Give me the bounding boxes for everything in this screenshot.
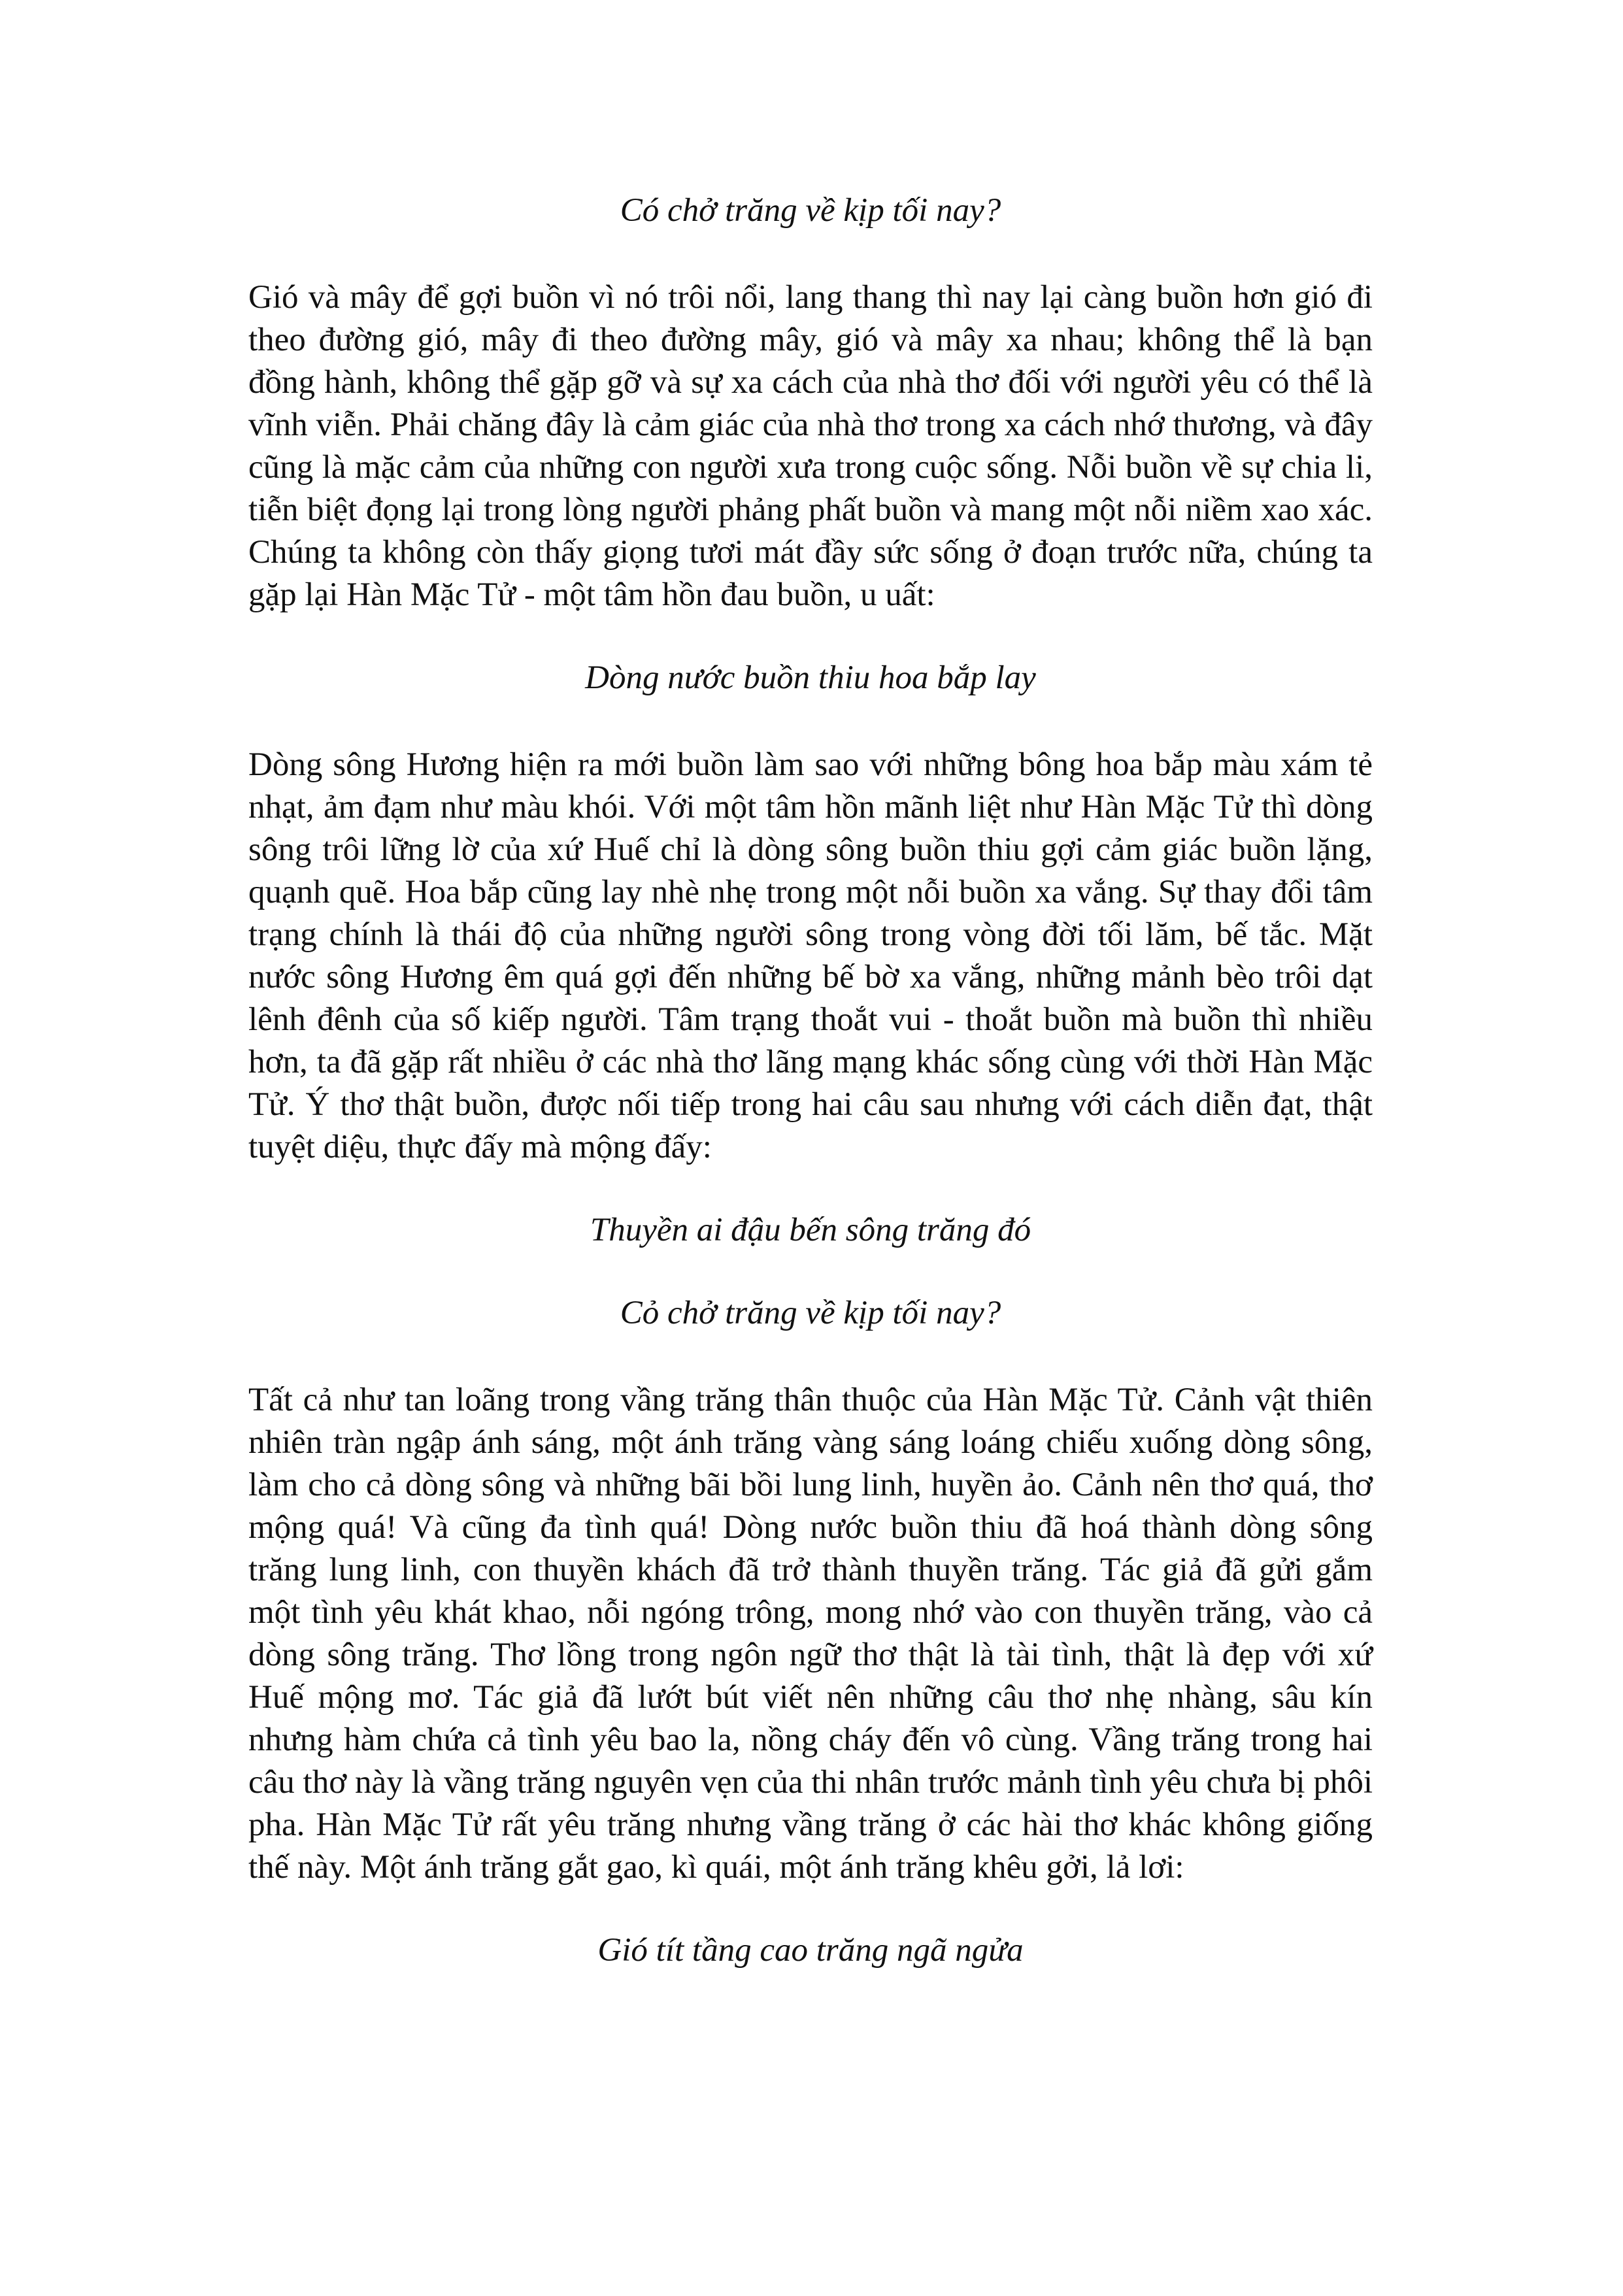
verse-line: Thuyền ai đậu bến sông trăng đó bbox=[590, 1212, 1031, 1248]
verse-line: Cỏ chở trăng về kịp tối nay? bbox=[620, 1295, 1001, 1331]
paragraph: Gió và mây để gợi buồn vì nó trôi nổi, lang thang thì nay lại càng buồn hơn gió đi theo đường gió, mây đi theo đường mây, gió và mây xa nhau; không thể là bạn đồng hành, không thể gặp gỡ và sự xa cách của nhà thơ đối với người yêu có thể là vĩnh viễn. Phải chăng đây là cảm giác của nhà thơ trong xa cách nhớ thương, và đây cũng là mặc cảm của những con người xưa trong cuộc sống. Nỗi buồn về sự chia li, tiễn biệt đọng lại trong lòng người phảng phất buồn và mang một nỗi niềm xao xác. Chúng ta không còn thấy giọng tươi mát đầy sức sống ở đoạn trước nữa, chúng ta gặp lại Hàn Mặc Tử - một tâm hồn đau buồn, u uất: bbox=[248, 279, 1373, 613]
paragraph: Dòng sông Hương hiện ra mới buồn làm sao với những bông hoa bắp màu xám tẻ nhạt, ảm đạm như màu khói. Với một tâm hồn mãnh liệt như Hàn Mặc Tử thì dòng sông trôi lững lờ của xứ Huế chỉ là dòng sông buồn thiu gợi cảm giác buồn lặng, quạnh quẽ. Hoa bắp cũng lay nhè nhẹ trong một nỗi buồn xa vắng. Sự thay đổi tâm trạng chính là thái độ của những người sông trong vòng đời tối lăm, bế tắc. Mặt nước sông Hương êm quá gợi đến những bế bờ xa vắng, những mảnh bèo trôi dạt lênh đênh của số kiếp người. Tâm trạng thoắt vui - thoắt buồn mà buồn thì nhiều hơn, ta đã gặp rất nhiều ở các nhà thơ lãng mạng khác sống cùng với thời Hàn Mặc Tử. Ý thơ thật buồn, được nối tiếp trong hai câu sau nhưng với cách diễn đạt, thật tuyệt diệu, thực đấy mà mộng đấy: bbox=[248, 746, 1373, 1165]
verse-line: Có chở trăng về kịp tối nay? bbox=[620, 192, 1001, 229]
verse-line: Dòng nước buồn thiu hoa bắp lay bbox=[585, 659, 1036, 696]
paragraph: Tất cả như tan loãng trong vầng trăng thân thuộc của Hàn Mặc Tử. Cảnh vật thiên nhiên tràn ngập ánh sáng, một ánh trăng vàng sáng loáng chiếu xuống dòng sông, làm cho cả dòng sông và những bãi bồi lung linh, huyền ảo. Cảnh nên thơ quá, thơ mộng quá! Và cũng đa tình quá! Dòng nước buồn thiu đã hoá thành dòng sông trăng lung linh, con thuyền khách đã trở thành thuyền trăng. Tác giả đã gửi gắm một tình yêu khát khao, nỗi ngóng trông, mong nhớ vào con thuyền trăng, vào cả dòng sông trăng. Thơ lồng trong ngôn ngữ thơ thật là tài tình, thật là đẹp với xứ Huế mộng mơ. Tác giả đã lướt bút viết nên những câu thơ nhẹ nhàng, sâu kín nhưng hàm chứa cả tình yêu bao la, nồng cháy đến vô cùng. Vầng trăng trong hai câu thơ này là vầng trăng nguyên vẹn của thi nhân trước mảnh tình yêu chưa bị phôi pha. Hàn Mặc Tử rất yêu trăng nhưng vầng trăng ở các hài thơ khác không giống thế này. Một ánh trăng gắt gao, kì quái, một ánh trăng khêu gởi, lả lơi: bbox=[248, 1382, 1373, 1886]
document-page bbox=[248, 190, 1373, 1972]
verse-line: Gió tít tầng cao trăng ngã ngửa bbox=[597, 1932, 1024, 1969]
